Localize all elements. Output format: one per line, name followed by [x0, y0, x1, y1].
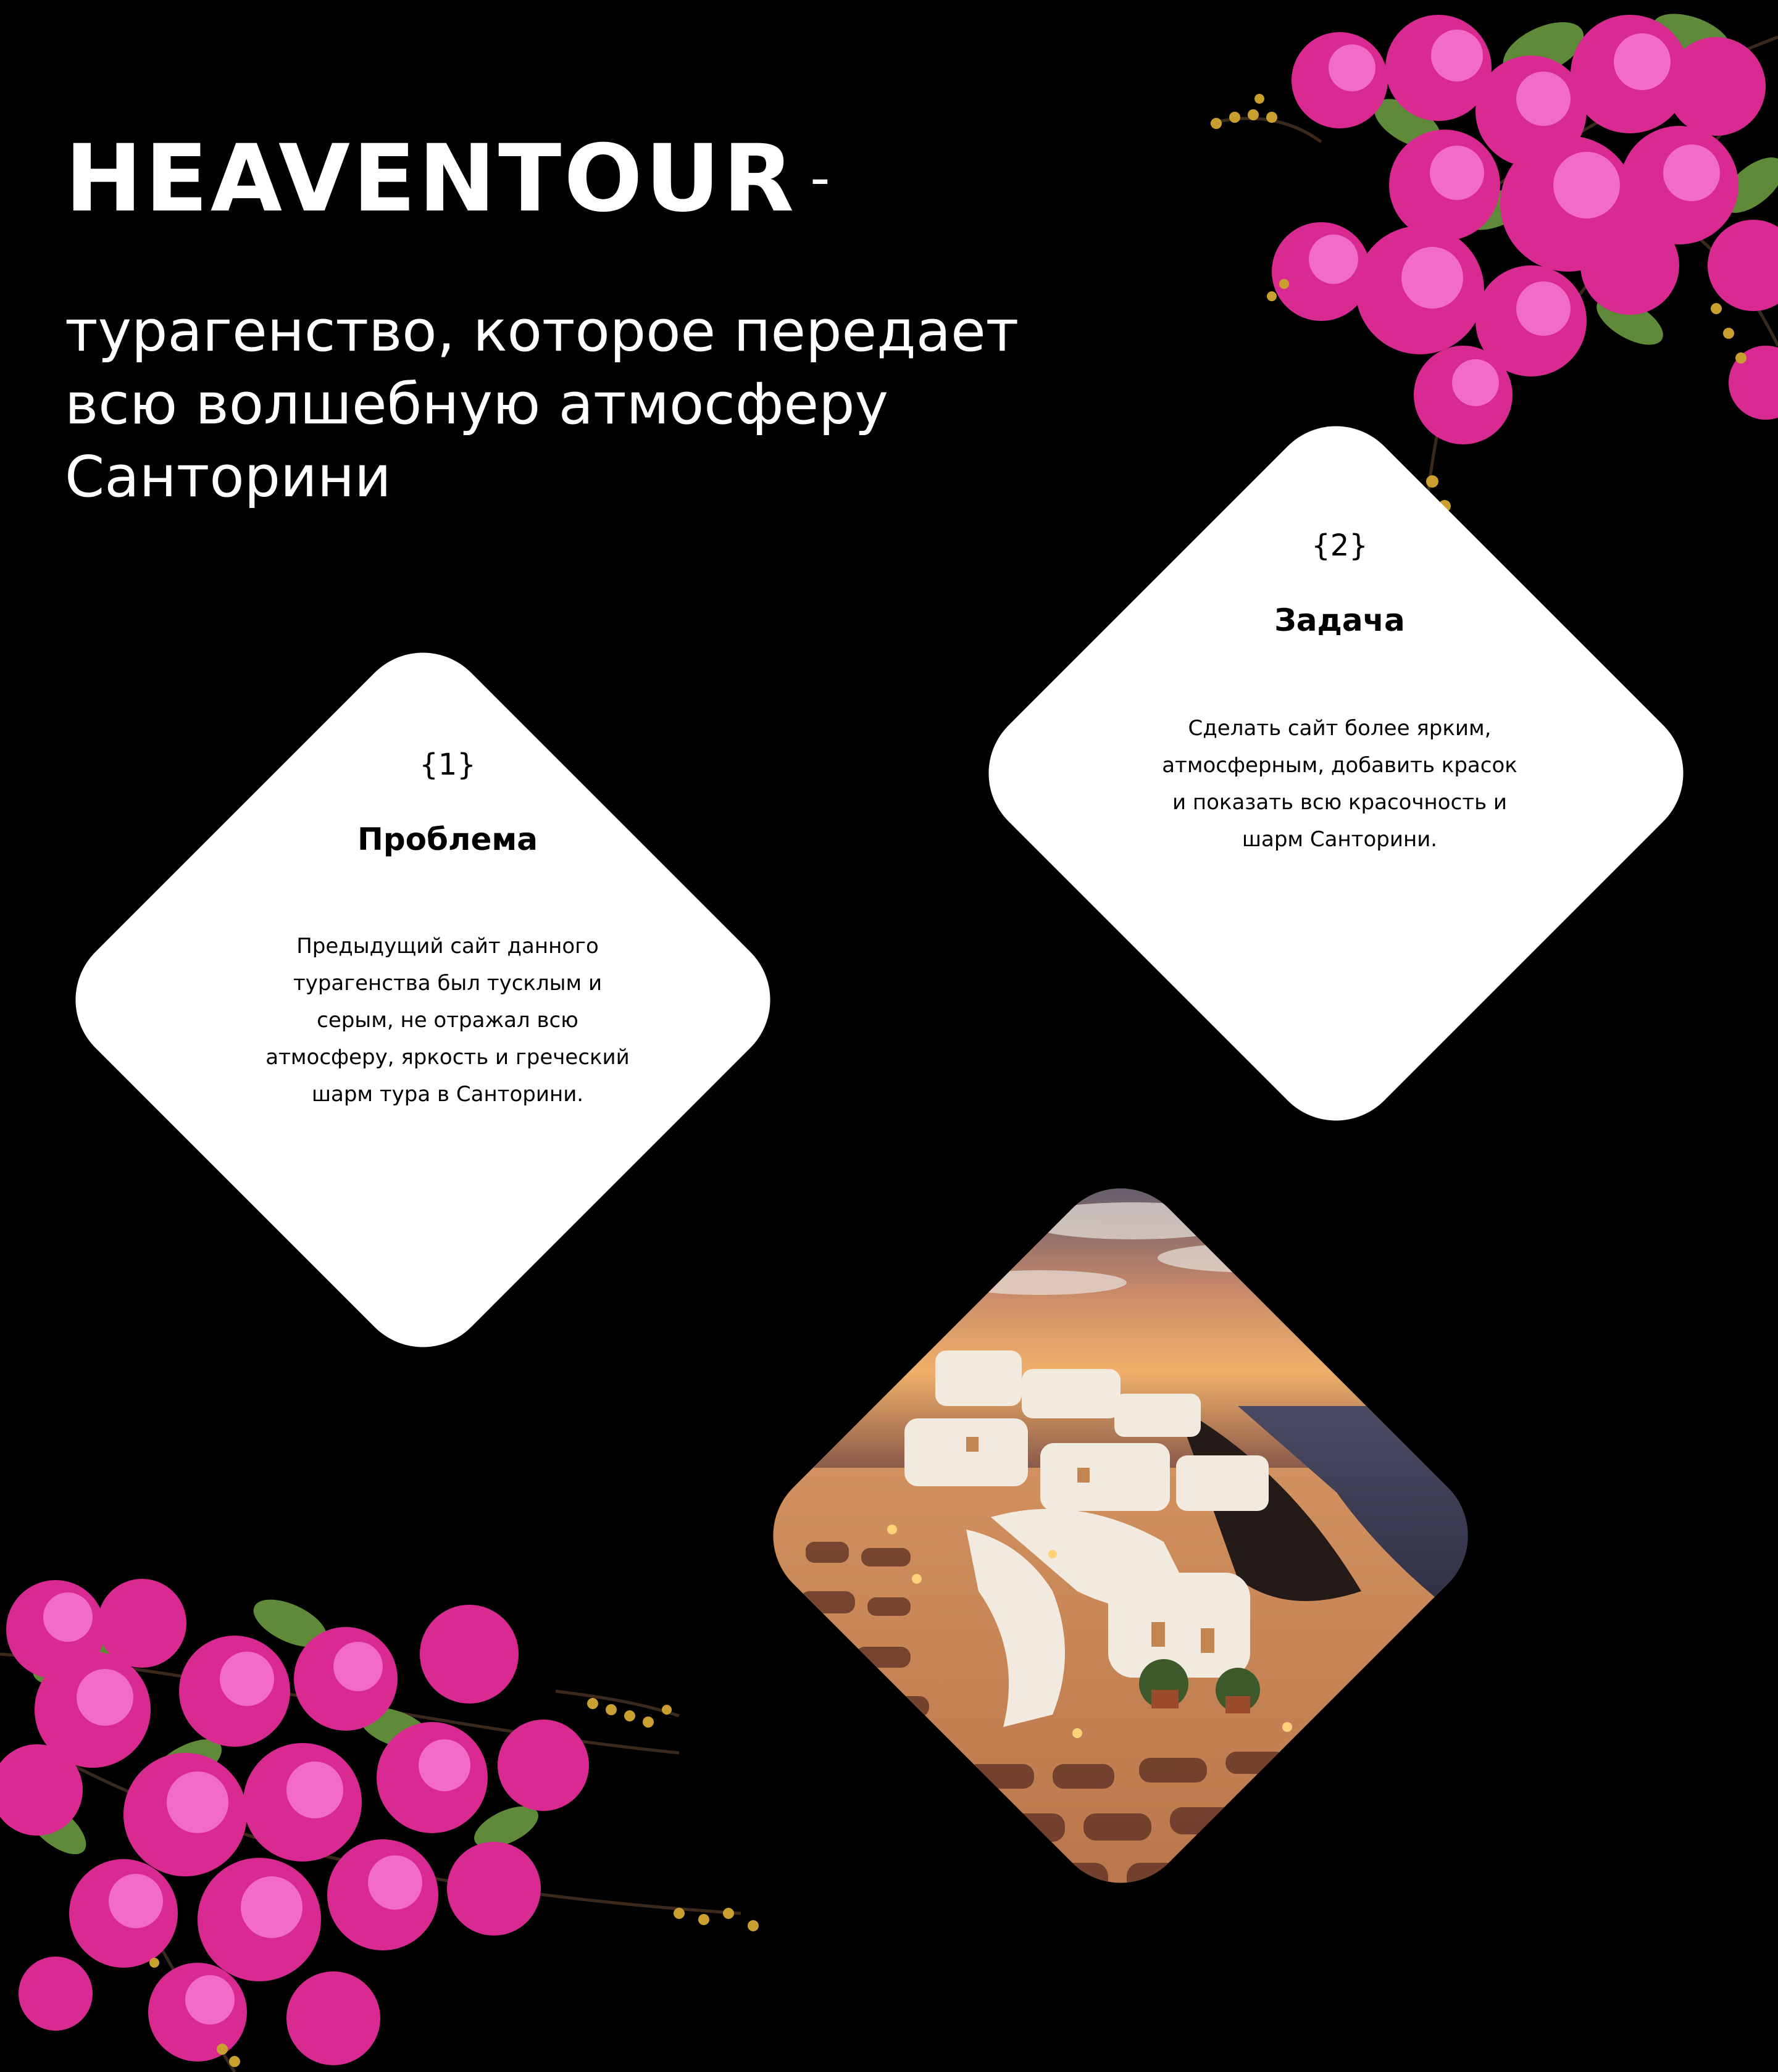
brand-title: [65, 125, 833, 233]
brand-name: HEAVENTOUR: [65, 125, 797, 233]
problem-card-title: Проблема: [357, 822, 538, 857]
title-dash: -: [810, 145, 833, 210]
problem-card-number: {1}: [419, 747, 476, 782]
hero-subtitle: [65, 295, 1238, 514]
problem-card: [213, 747, 682, 1113]
subtitle-line: всю волшебную атмосферу: [65, 371, 888, 437]
task-card-title: Задача: [1274, 602, 1405, 638]
santorini-photo: [745, 1160, 1496, 1911]
subtitle-line: турагенство, которое передает: [65, 298, 1019, 364]
task-card-number: {2}: [1311, 528, 1368, 563]
problem-card-text: Предыдущий сайт данного турагенства был тусклым и серым, не отражал всю атмосферу, яркость и греческий шарм тура в Санторини.: [265, 934, 630, 1107]
bougainvillea-flowers-bottom: [0, 1568, 803, 2072]
subtitle-line: Санторини: [65, 444, 391, 510]
santorini-photo-illustration: [745, 1160, 1496, 1911]
task-card-text: Сделать сайт более ярким, атмосферным, добавить красок и показать всю красочность и шарм Санторини.: [1162, 716, 1517, 852]
task-card: [1105, 528, 1574, 858]
